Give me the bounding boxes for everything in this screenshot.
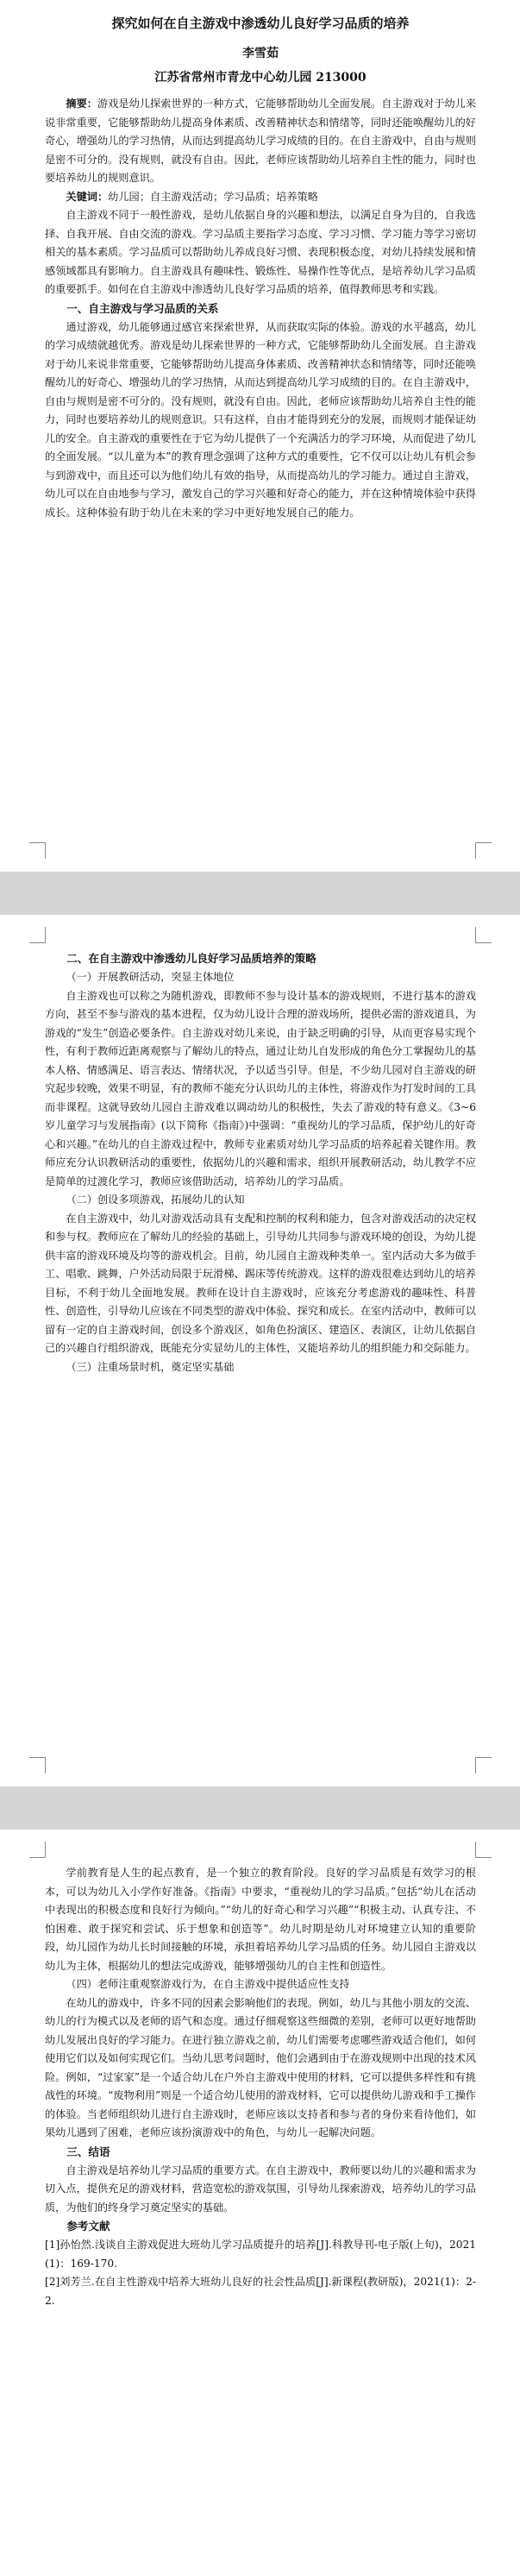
document-page-1 xyxy=(0,0,520,872)
page-corner-mark xyxy=(475,1842,492,1858)
page-corner-mark xyxy=(29,1842,46,1858)
abstract xyxy=(45,95,476,188)
subsection-4-paragraph: 在幼儿的游戏中，许多不同的因素会影响他们的表现。例如，幼儿与其他小朋友的交流、幼儿的行为模式以及老师的语气和态度。通过仔细观察这些细微的差别，老师可以更好地帮助幼儿发展出良好的学习能力。在进行独立游戏之前，幼儿们需要考虑哪些游戏适合他们，如何使用它们以及如何实现它们。当幼儿思考问题时，他们会遇到由于在游戏规则中出现的技术风险。例如，“过家家”是一个适合幼儿在户外自主游戏中使用的材料，它可以提供多样性和有挑战性的环境。“废物利用”则是一个适合幼儿使用的游戏材料，它可以提供幼儿游戏和手工操作的体验。当老师组织幼儿进行自主游戏时，老师应该以支持者和参与者的身份来看待他们，如果幼儿遇到了困难，老师应该扮演游戏中的角色，与幼儿一起解决问题。 xyxy=(45,1996,476,2138)
section-3-heading: 三、结语 xyxy=(66,2145,110,2158)
paper-title: 探究如何在自主游戏中渗透幼儿良好学习品质的培养 xyxy=(111,16,410,31)
page-2-body xyxy=(45,949,476,1376)
subsection-1-heading: （一）开展教研活动，突显主体地位 xyxy=(66,971,235,983)
page-3-body xyxy=(45,1864,476,2310)
abstract-label: 摘要： xyxy=(66,98,97,110)
keywords-text: 幼儿园；自主游戏活动；学习品质；培养策略 xyxy=(108,190,318,203)
page-corner-mark xyxy=(29,1757,46,1773)
page-corner-mark xyxy=(29,927,46,943)
subsection-2-paragraph: 在自主游戏中，幼儿对游戏活动具有支配和控制的权利和能力，包含对游戏活动的决定权和参与权。教师应在了解幼儿的经验的基础上，引导幼儿共同参与游戏环境的创设，为幼儿提供丰富的游戏环境及均等的游戏机会。目前，幼儿园自主游戏种类单一。室内活动大多为做手工、唱歌、跳舞，户外活动局限于玩滑梯、踢床等传统游戏。这样的游戏很难达到幼儿的培养目标，不利于幼儿全面地发展。教师在设计自主游戏时，应该充分考虑游戏的趣味性、科普性、创造性，引导幼儿应该在不同类型的游戏中体验、探究和成长。在室内活动中，教师可以留有一定的自主游戏时间，创设多个游戏区，如角色扮演区、建造区、表演区，让幼儿依据自己的兴趣自行组织游戏，既能充分实显幼儿的主体性，又能培养幼儿的组织能力和交际能力。 xyxy=(45,1212,476,1354)
page-1-body xyxy=(45,10,476,522)
conclusion-paragraph: 自主游戏是培养幼儿学习品质的重要方式。在自主游戏中，教师要以幼儿的兴趣和需求为切入点，提供充足的游戏材料，营造宽松的游戏氛围，引导幼儿探索游戏，培养幼儿的学习品质，为他们的终身学习奠定坚实的基础。 xyxy=(45,2163,476,2214)
subsection-2-heading: （二）创设多项游戏，拓展幼儿的认知 xyxy=(66,1194,245,1206)
document-page-2 xyxy=(0,915,520,1786)
section-1-heading: 一、自主游戏与学习品质的关系 xyxy=(66,301,219,315)
page-corner-mark xyxy=(475,927,492,943)
intro-paragraph: 自主游戏不同于一般性游戏，是幼儿依据自身的兴趣和想法，以满足自身为目的，自我选择、自我开展、自由交流的游戏。学习品质主要指学习态度、学习习惯、学习能力等学习密切相关的基本素质。学习品质可以帮助幼儿养成良好习惯、表现积极态度，对幼儿持续发展和情感领域都具有影响力。自主游戏具有趣味性、锻炼性、易操作性等优点，是培养幼儿学习品质的重要抓手。如何在自主游戏中渗透幼儿良好学习品质的培养，值得教师思考和实践。 xyxy=(45,209,476,295)
reference-item: [1]孙怡然.浅谈自主游戏促进大班幼儿学习品质提升的培养[J].科教导刊-电子版(上旬)，2021(1)：169-170. xyxy=(45,2239,476,2270)
page-corner-mark xyxy=(475,1757,492,1773)
reference-item: [2]刘芳兰.在自主性游戏中培养大班幼儿良好的社会性品质[J].新课程(教研版)，2021(1)：2-2. xyxy=(45,2276,476,2307)
author-name: 李雪茹 xyxy=(242,47,279,60)
document-page-3 xyxy=(0,1830,520,2576)
author-affiliation: 江苏省常州市青龙中心幼儿园 213000 xyxy=(154,71,367,85)
abstract-text: 游戏是幼儿探索世界的一种方式，它能够帮助幼儿全面发展。自主游戏对于幼儿来说非常重要，它能够帮助幼儿提高身体素质、改善精神状态和情绪等，同时还能唤醒幼儿的好奇心，增强幼儿的学习热情，从而达到提高幼儿学习成绩的目的。在自主游戏中，自由与规则是密不可分的。没有规则，就没有自由。因此，老师应该帮助幼儿培养自主性的能力，同时也要培养幼儿的规则意识。 xyxy=(45,98,477,184)
references-heading: 参考文献 xyxy=(66,2220,110,2233)
section-2-heading: 二、在自主游戏中渗透幼儿良好学习品质培养的策略 xyxy=(66,952,316,965)
keywords xyxy=(45,188,476,207)
subsection-4-heading: （四）老师注重观察游戏行为，在自主游戏中提供适应性支持 xyxy=(66,1978,350,1990)
subsection-3-heading: （三）注重场景时机，奠定坚实基础 xyxy=(66,1360,235,1373)
page-corner-mark xyxy=(29,842,46,859)
keywords-label: 关键词： xyxy=(66,190,109,203)
subsection-3-paragraph: 学前教育是人生的起点教育，是一个独立的教育阶段。良好的学习品质是有效学习的根本，可以为幼儿入小学作好准备。《指南》中要求，“重视幼儿的学习品质。”包括“幼儿在活动中表现出的积极态度和良好行为倾向。”“幼儿的好奇心和学习兴趣”“积极主动、认真专注、不怕困难、敢于探究和尝试、乐于想象和创造等”。幼儿时期是幼儿对环境建立认知的重要阶段，幼儿园作为幼儿长时间接触的环境，承担着培养幼儿学习品质的任务。幼儿园自主游戏以幼儿为主体，根据幼儿的想法完成游戏，能够增强幼儿的自主性和创造性。 xyxy=(45,1867,476,1972)
page-corner-mark xyxy=(475,842,492,859)
section-1-paragraph: 通过游戏，幼儿能够通过感官来探索世界，从而获取实际的体验。游戏的水平越高，幼儿的学习成绩就越优秀。游戏是幼儿探索世界的一种方式，它能够帮助幼儿全面发展。自主游戏对于幼儿来说非常重要，它能够帮助幼儿提高身体素质、改善精神状态和情绪等，同时还能唤醒幼儿的好奇心、增强幼儿的学习热情，从而达到提高幼儿学习成绩的目的。在自主游戏中，自由与规则是密不可分的。没有规则，就没有自由。因此，老师应该帮助幼儿培养自主性的能力，同时也要培养幼儿的规则意识。只有这样，自由才能得到充分的发展，而规则才能保证幼儿的安全。自主游戏的重要性在于它为幼儿提供了一个充满活力的学习环境，从而促进了幼儿的全面发展。“以儿童为本”的教育理念强调了这种方式的重要性，它不仅可以让幼儿有机会参与到游戏中，而且还可以为他们幼儿有效的指导，从而提高幼儿的学习能力。通过自主游戏，幼儿可以在自由地参与学习，激发自己的学习兴趣和好奇心的能力，并在这种情境体验中获得成长。这种体验有助于幼儿在未来的学习中更好地发展自己的能力。 xyxy=(45,320,476,519)
subsection-1-paragraph: 自主游戏也可以称之为随机游戏，即教师不参与设计基本的游戏规则，不进行基本的游戏方向，甚至不参与游戏的基本进程，仅为幼儿设计合理的游戏场所，提供必需的游戏道具，为游戏的“发生”创造必要条件。自主游戏对幼儿来说，由于缺乏明确的引导，从而更容易实现个性，有利于教师近距离观察与了解幼儿的特点，通过让幼儿自发形成的角色分工掌握幼儿的基本人格、情感满足、语言表达、情绪状况，予以适当引导。但是，不少幼儿园对自主游戏的研究起步较晚，效果不明显，有的教师不能充分认识幼儿的主体性，将游戏作为打发时间的工具而非课程。这就导致幼儿园自主游戏难以调动幼儿的积极性，失去了游戏的特有意义。《3~6岁儿童学习与发展指南》(以下简称《指南》)中强调：“重视幼儿的学习品质，保护幼儿的好奇心和兴趣。”在幼儿的自主游戏过程中，教师专业素质对幼儿学习品质的培养起着关键作用。教师应充分认识教研活动的重要性，依据幼儿的兴趣和需求，组织开展教研活动，幼儿教学不应是简单的过渡化学习，教师应该借助活动，培养幼儿的学习品质。 xyxy=(45,989,476,1187)
